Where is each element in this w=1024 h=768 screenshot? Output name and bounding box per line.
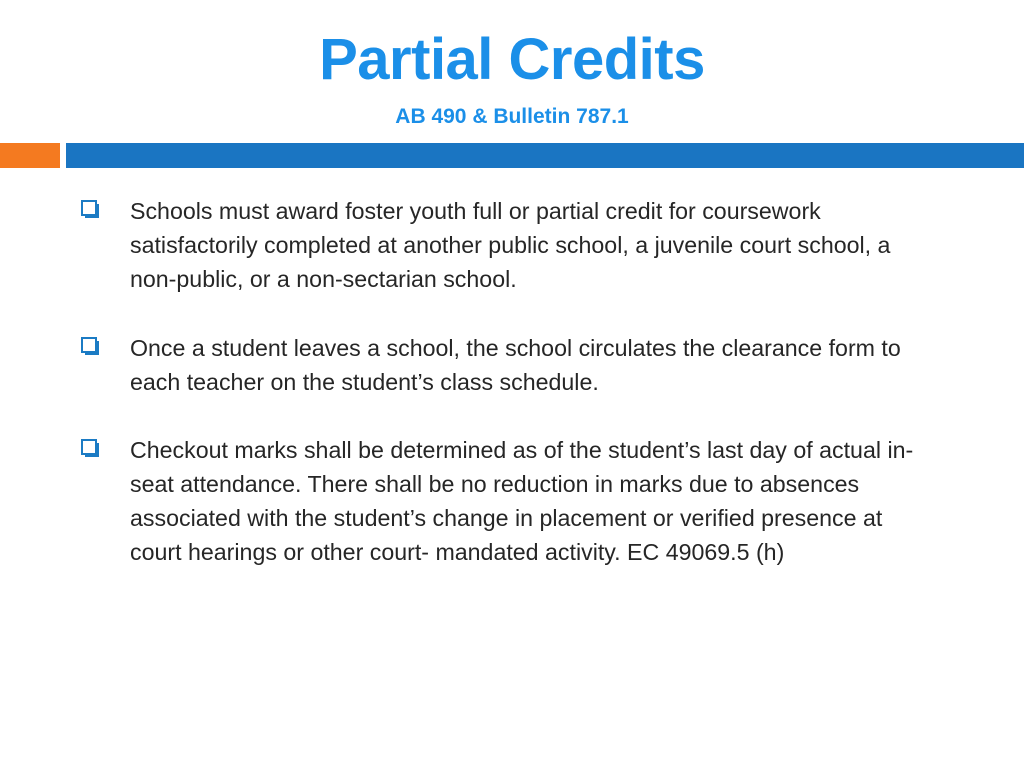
bullet-text: Schools must award foster youth full or partial credit for coursework satisfactorily completed at another public school, a juvenile court school, a non-public, or a non-sectarian school. xyxy=(130,198,891,292)
checkbox-square-icon xyxy=(81,439,100,458)
bullet-text: Once a student leaves a school, the school circulates the clearance form to each teacher on the student’s class schedule. xyxy=(130,335,901,395)
bullet-text: Checkout marks shall be determined as of the student’s last day of actual in-seat attendance. There shall be no reduction in marks due to absences associated with the student’s change in placement or verified presence at court hearings or other court- mandated activity. EC 49069.5 (h) xyxy=(130,437,914,565)
checkbox-square-icon xyxy=(81,200,100,219)
header-accent-bar xyxy=(0,143,60,168)
checkbox-square-icon xyxy=(81,337,100,356)
slide-title: Partial Credits xyxy=(319,27,705,92)
header-divider-bar xyxy=(66,143,1024,168)
slide-subtitle: AB 490 & Bulletin 787.1 xyxy=(395,105,629,128)
